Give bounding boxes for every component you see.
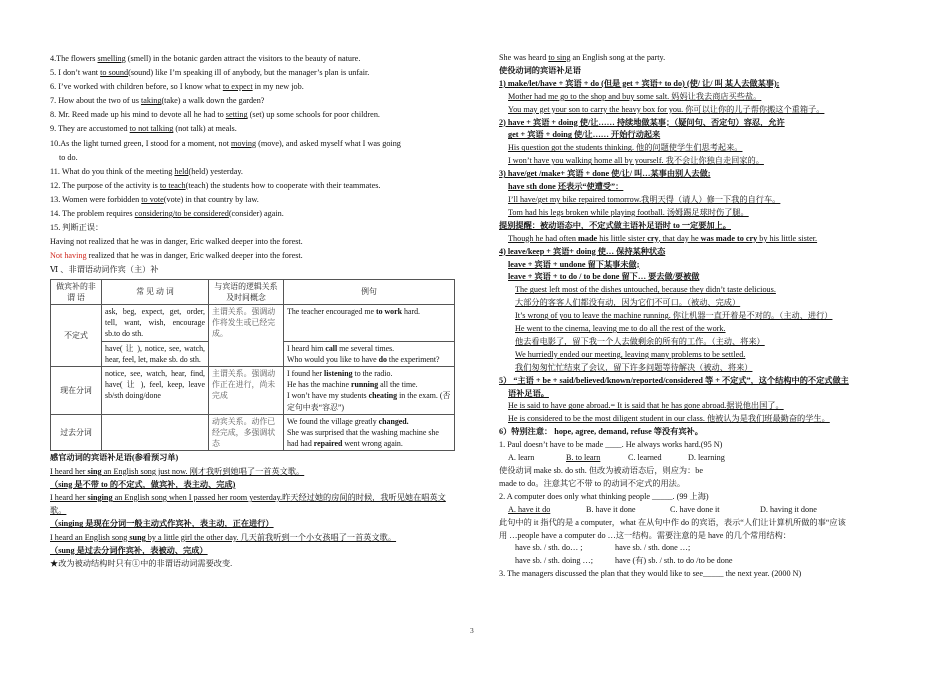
answer-text: setting	[225, 110, 248, 120]
table-header: 例句	[284, 279, 455, 304]
table-row	[51, 414, 455, 451]
rule-1-example-2: You may get your son to carry the heavy box for you. 你可以让你的儿子帮你搬这个重箱子。	[508, 104, 825, 114]
sense-verbs-title: 感官动词的宾语补足语(参看预习单)	[50, 453, 179, 463]
passive-sense-example: She was heard to sing an English song at the party.	[499, 53, 666, 62]
question-1-options: A. learn B. to learn C. learned D. learning	[508, 453, 725, 463]
infinitive-relation: 主谓关系。强调动作将发生或已经完成。	[209, 304, 284, 366]
question-2-options: A. have it do B. have it done C. have done it D. having it done	[508, 504, 817, 514]
exercise-item: 12. The purpose of the activity is to teach(teach) the students how to cooperate with their teammates.	[50, 180, 381, 190]
have-structures-1: have sb. / sth. do… ; have sb. / sth. done …;	[515, 543, 691, 553]
sense-note-3: （sung 是过去分词作宾补，表被动、完成）	[50, 545, 208, 555]
rule-5-example-2: He is considered to be the most diligent student in our class. 他被认为是我们班最勤奋的学生。	[508, 414, 830, 424]
judge-line-2: Not having realized that he was in danger, Eric walked deeper into the forest.	[50, 251, 303, 261]
table-row	[51, 366, 455, 414]
sense-note-2: （singing 是现在分词一般主动式作宾补，表主动，正在进行）	[50, 519, 274, 529]
rule-3-example-1: I’ll have/get my bike repaired tomorrow.我明天得（请人）修一下我的自行车。	[508, 194, 781, 204]
causative-title: 使役动词的宾语补足语	[499, 65, 581, 75]
infinitive-example-2: I heard him call me several times. Who would you like to have do the experiment?	[284, 341, 455, 366]
answer-text: moving	[231, 138, 257, 148]
table-header: 做宾补的非 谓 语	[51, 279, 102, 304]
rule-4-example-1-cn: 大部分的客客人们都没有动，因为它们不可口。（被动、完成）	[515, 298, 741, 308]
row-label-past-participle: 过去分词	[51, 414, 102, 451]
rule-4-example-3: He went to the cinema, leaving me to do all the rest of the work.	[515, 324, 726, 334]
page-number: 3	[470, 626, 474, 635]
rule-6: 6）特别注意： hope, agree, demand, refuse 等没有宾补。	[499, 427, 703, 437]
special-reminder: 提别提醒：被动语态中，不定式做主语补足语时 to 一定要加上。	[499, 220, 731, 230]
rule-2-example-2: I won’t have you walking home all by yourself. 我不会让你独自走回家的。	[508, 156, 764, 166]
section-6-title: Ⅵ 、非谓语动词作宾（主）补	[50, 265, 159, 275]
left-column	[50, 52, 455, 570]
infinitive-example-1: The teacher encouraged me to work hard.	[284, 304, 455, 341]
past-participle-verbs	[102, 414, 209, 451]
exercise-item: 4.The flowers smelling (smell) in the botanic garden attract the visitors to the beauty of nature.	[50, 54, 361, 63]
reminder-example: Though he had often made his little sister cry, that day he was made to cry by his little sister.	[508, 233, 818, 243]
rule-4-example-1: The guest left most of the dishes untouched, because they didn’t taste delicious.	[515, 285, 776, 295]
answer-text: to expect	[222, 82, 253, 92]
exercise-item: 6. I’ve worked with children before, so I know what to expect in my new job.	[50, 82, 304, 92]
answer-text: taking	[140, 96, 162, 106]
rule-5-cont: 语补足语。	[508, 388, 549, 398]
rule-1-example-1: Mother had me go to the shop and buy some salt. 妈妈让我去商店买些盐。	[508, 91, 762, 101]
rule-5: 5） “主语 + be + said/believed/known/reported/considered 等 + 不定式”，这个结构中的不定式做主	[499, 375, 849, 385]
question-1-explain-2: made to do。注意其它不带 to 的动词不定式的用法。	[499, 478, 686, 488]
present-participle-relation: 主谓关系。强调动作正在进行，尚未完成	[209, 366, 284, 414]
rule-3: 3) have/get /make+ 宾语 + done 使/让/ 叫…某事由别人去做;	[499, 169, 711, 179]
infinitive-verbs-1: ask, beg, expect, get, order, tell, want, wish, encourage sb.to do sth.	[102, 304, 209, 341]
rule-3-example-2: Tom had his legs broken while playing football. 汤姆踢足球时伤了腿。	[508, 207, 749, 217]
answer-text: smelling	[97, 54, 126, 63]
exercise-item: 10.As the light turned green, I stood for a moment, not moving (move), and asked myself what I was going	[50, 138, 401, 148]
exercise-item: 7. How about the two of us taking(take) a walk down the garden?	[50, 96, 265, 106]
rule-4-example-4: We hurriedly ended our meeting, leaving many problems to be settled.	[515, 349, 746, 359]
exercise-item: 5. I don’t want to sound(sound) like I’m speaking ill of anybody, but the manager’s plan is unfair.	[50, 68, 370, 78]
question-2: 2. A computer does only what thinking people _____. (99 上海)	[499, 491, 709, 501]
question-1: 1. Paul doesn’t have to be made ____. He always works hard.(95 N)	[499, 440, 723, 450]
non-finite-table	[50, 279, 455, 452]
sense-example-1: I heard her sing an English song just now. 刚才我听到她唱了一首英文歌。	[50, 466, 305, 476]
exercise-item: 8. Mr. Reed made up his mind to devote all he had to setting (set) up some schools for poor children.	[50, 110, 380, 120]
answer-text: to sound	[100, 68, 129, 78]
rule-5-example-1: He is said to have gone abroad.= It is said that he has gone abroad.据说他出国了。	[508, 401, 784, 411]
sense-example-2: I heard her singing an English song when I passed her room yesterday.昨天经过她的房间的时候，我听见她在唱英文歌。	[50, 492, 446, 516]
rule-4: 4) leave/keep + 宾语+ doing 使… 保持某种状态	[499, 246, 666, 256]
exercise-item: 9. They are accustomed to not talking (not talk) at meals.	[50, 124, 237, 134]
exercise-item: 15. 判断正误：	[50, 223, 104, 233]
table-row	[51, 304, 455, 341]
rule-4-example-4-cn: 我们匆匆忙忙结束了会议，留下许多问题等待解决（被动、将来）	[515, 362, 753, 372]
question-3: 3. The managers discussed the plan that they would like to see_____ the next year. (2000 N)	[499, 569, 802, 579]
have-structures-2: have sb. / sth. doing …; have (有) sb. / sth. to do /to be done	[515, 556, 733, 566]
rule-3-note: have sth done 还表示“使遭受”：	[508, 182, 624, 192]
sense-note-1: （sing 是不带 to 的不定式，做宾补，表主动、完成)	[50, 479, 236, 489]
question-1-explain-1: 使役动词 make sb. do sth. 但改为被动语态后，则应为：be	[499, 466, 703, 475]
exercise-item: 13. Women were forbidden to vote(vote) in that country by law.	[50, 194, 259, 204]
question-2-explain-1: 此句中的 it 指代的是 a computer，what 在从句中作 do 的宾语，表示“人们让计算机所做的事“应该	[499, 517, 846, 527]
answer-text: to teach	[159, 180, 186, 190]
table-header: 常 见 动 词	[102, 279, 209, 304]
answer-text: to vote	[141, 194, 164, 204]
rule-4-undone: leave + 宾语 + undone 留下某事未做;	[508, 259, 640, 269]
past-participle-examples: We found the village greatly changed. She was surprised that the washing machine she had had repaired went wrong again.	[284, 414, 455, 451]
star-note: ★改为被动结构时只有①中的非谓语动词需要改变.	[50, 558, 233, 568]
past-participle-relation: 动宾关系。动作已经完成，多强调状态	[209, 414, 284, 451]
row-label-infinitive: 不定式	[51, 304, 102, 366]
question-2-explain-2: 用 …people have a computer do …这一结构。需要注意的是 have 的几个常用结构：	[499, 530, 791, 540]
right-column	[499, 52, 905, 581]
rule-2: 2) have + 宾语 + doing 使/让…… 持续地做某事；（疑问句、否定句）容忍，允许	[499, 117, 785, 127]
exercise-item: to do.	[59, 152, 78, 162]
infinitive-verbs-2: have( 让 ), notice, see, watch, hear, feel, let, make sb. do sth.	[102, 341, 209, 366]
rule-4-example-2: It’s wrong of you to leave the machine running. 你让机器一直开着是不对的。（主动、进行）	[515, 311, 833, 321]
present-participle-examples: I found her listening to the radio. He has the machine running all the time. I won’t have my students cheating in the exam. (否定句中表“容忍”)	[284, 366, 455, 414]
exercise-item: 11. What do you think of the meeting held(held) yesterday.	[50, 166, 243, 176]
exercise-item: 14. The problem requires considering/to be considered(consider) again.	[50, 209, 284, 219]
rule-2-get: get + 宾语 + doing 使/让…… 开始行动起来	[508, 130, 661, 140]
judge-red-text: Not having	[50, 251, 87, 261]
rule-2-example-1: His question got the students thinking. 他的问题使学生们思考起来。	[508, 143, 743, 153]
present-participle-verbs: notice, see, watch, hear, find, have( 让 ), feel, keep, leave sb/sth doing/done	[102, 366, 209, 414]
rule-4-example-3-cn: 他去看电影了，留下我一个人去做剩余的所有的工作。（主动、将来）	[515, 336, 765, 346]
answer-text: to not talking	[129, 124, 174, 134]
row-label-present-participle: 现在分词	[51, 366, 102, 414]
answer-text: held	[174, 166, 189, 176]
judge-line-1: Having not realized that he was in danger, Eric walked deeper into the forest.	[50, 237, 303, 247]
answer-text: considering/to be considered	[134, 209, 229, 219]
sense-example-3: I heard an English song sung by a little girl the other day. 几天前我听到一个小女孩唱了一首英文歌。	[50, 532, 397, 542]
table-header: 与宾语的逻辑关系及时间概念	[209, 279, 284, 304]
table-header-row	[51, 279, 455, 304]
rule-1: 1) make/let/have + 宾语 + do (但是 get + 宾语+ to do) (使/ 让/ 叫 某人去做某事);	[499, 78, 780, 88]
rule-4-to-do: leave + 宾语 + to do / to be done 留下… 要去做/要被做	[508, 272, 700, 282]
